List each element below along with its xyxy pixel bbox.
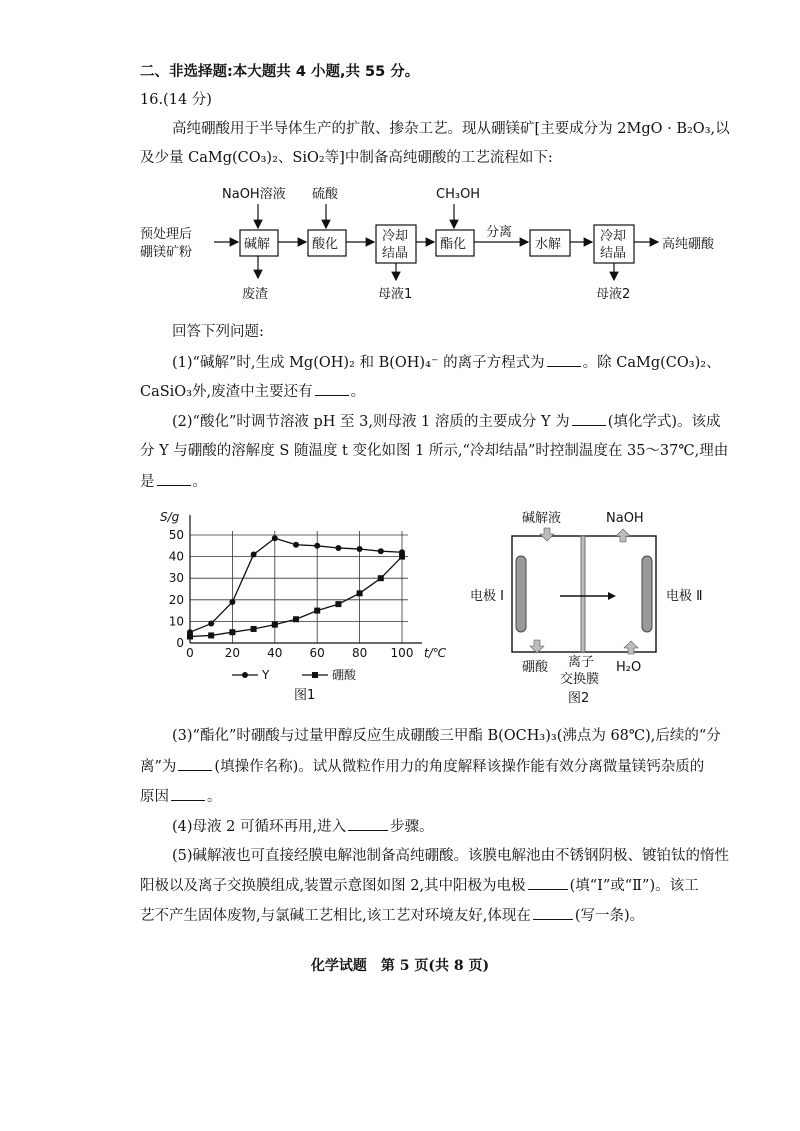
data-point-boric-acid [293, 616, 299, 622]
flow-mother2: 母液2 [596, 287, 631, 302]
fig2-bottom-left-label: 硼酸 [522, 660, 549, 675]
q5-text-b: 阳极以及离子交换膜组成,装置示意图如图 2,其中阳极为电极 [140, 878, 526, 894]
q5-line2 [140, 875, 699, 896]
flow-start-line2: 硼镁矿粉 [140, 245, 193, 260]
data-point-boric-acid [399, 554, 405, 560]
flow-box-hydrolysis: 水解 [535, 237, 562, 252]
fig2-top-left-label: 碱解液 [522, 511, 562, 526]
legend-label-0: Y [262, 668, 270, 682]
q3-text-e: 。 [207, 789, 222, 805]
q3-text-d: 原因 [140, 789, 169, 805]
q3-text-b: 离”为 [140, 759, 177, 775]
flow-start-line1: 预处理后 [140, 227, 193, 242]
q3-answer-blank-1[interactable] [178, 756, 212, 771]
q1-text-c: CaSiO₃外,废渣中主要还有 [140, 384, 313, 400]
legend-marker-square [312, 672, 318, 678]
data-point-boric-acid [229, 629, 235, 635]
data-point-boric-acid [272, 622, 278, 628]
x-tick-label: 80 [351, 646, 368, 660]
fig2-electrode2-label: 电极 Ⅱ [666, 589, 703, 604]
q1-line2 [140, 381, 365, 402]
y-tick-label: 30 [168, 571, 184, 586]
q1-answer-blank-2[interactable] [315, 381, 349, 396]
data-point-Y [208, 621, 214, 627]
y-axis-label: S/g [160, 510, 180, 524]
q5-text-d: 艺不产生固体废物,与氯碱工艺相比,该工艺对环境友好,体现在 [140, 908, 531, 924]
data-point-boric-acid [208, 632, 214, 638]
data-point-Y [335, 545, 341, 551]
x-tick-label: 60 [309, 646, 325, 660]
flow-box-cool2-line1: 冷却 [600, 229, 627, 244]
intro-line-1: 高纯硼酸用于半导体生产的扩散、掺杂工艺。现从硼镁矿[主要成分为 2MgO · B₂O₃,以 [172, 121, 730, 137]
data-point-Y [357, 546, 363, 552]
data-point-boric-acid [335, 601, 341, 607]
page-footer: 化学试题 第 5 页(共 8 页) [310, 958, 490, 974]
q3-text-c: (填操作名称)。试从微粒作用力的角度解释该操作能有效分离微量镁钙杂质的 [214, 759, 705, 775]
data-point-Y [251, 551, 257, 557]
x-axis-label: t/℃ [424, 646, 447, 660]
answer-prompt: 回答下列问题: [172, 324, 264, 340]
fig1-caption: 图1 [294, 688, 316, 703]
fig2-bottom-right-label: H₂O [616, 660, 642, 675]
q1-line1 [172, 352, 721, 373]
q2-line2: 分 Y 与硼酸的溶解度 S 随温度 t 变化如图 1 所示,“冷却结晶”时控制温度在 35～37℃,理由 [140, 443, 729, 459]
flow-waste: 废渣 [242, 287, 269, 302]
q3-answer-blank-2[interactable] [171, 786, 205, 801]
q2-answer-blank-1[interactable] [572, 411, 606, 426]
series-line-1 [190, 557, 402, 637]
q5-text-c: (填“Ⅰ”或“Ⅱ”)。该工 [569, 878, 699, 894]
section-title: 二、非选择题:本大题共 4 小题,共 55 分。 [140, 64, 420, 80]
x-tick-label: 20 [224, 646, 241, 660]
data-point-boric-acid [378, 575, 384, 581]
data-point-Y [378, 548, 384, 554]
y-tick-label: 0 [176, 636, 184, 650]
fig2-membrane-line2: 交换膜 [560, 672, 600, 687]
q5-line3 [140, 905, 644, 926]
q2-line1 [172, 411, 721, 432]
legend-marker-circle [242, 672, 248, 678]
process-flow-diagram [130, 178, 750, 308]
solubility-chart [140, 505, 470, 705]
flow-box-cool2-line2: 结晶 [600, 246, 627, 261]
q2-text-e: 。 [192, 474, 207, 490]
q5-line1: (5)碱解液也可直接经膜电解池制备高纯硼酸。该膜电解池由不锈钢阴极、镀铂钛的惰性 [172, 848, 730, 864]
q2-answer-blank-2[interactable] [157, 471, 191, 486]
flow-reagent-ch3oh: CH₃OH [436, 187, 481, 202]
question-number: 16.(14 分) [140, 92, 212, 108]
data-point-Y [293, 542, 299, 548]
q1-answer-blank-1[interactable] [547, 352, 581, 367]
q5-text-e: (写一条)。 [574, 908, 645, 924]
flow-label-separate: 分离 [486, 225, 513, 240]
flow-reagent-naoh: NaOH溶液 [222, 187, 286, 202]
q1-text-b: 。除 CaMg(CO₃)₂、 [582, 355, 721, 371]
data-point-boric-acid [357, 590, 363, 596]
data-point-Y [229, 599, 235, 605]
q5-answer-blank-1[interactable] [528, 875, 568, 890]
y-tick-label: 10 [168, 614, 184, 629]
y-tick-label: 50 [168, 528, 184, 542]
q3-line1: (3)“酯化”时硼酸与过量甲醇反应生成硼酸三甲酯 B(OCH₃)₃(沸点为 68℃),后续的“分 [172, 728, 721, 744]
data-point-Y [272, 535, 278, 541]
flow-box-acidify: 酸化 [312, 237, 339, 252]
q2-text-b: (填化学式)。该成 [607, 414, 721, 430]
fig2-membrane-line1: 离子 [568, 655, 595, 670]
fig2-top-right-label: NaOH [606, 511, 644, 526]
data-point-boric-acid [187, 634, 193, 640]
q4-text-a: (4)母液 2 可循环再用,进入 [172, 819, 347, 835]
flow-box-cool1-line2: 结晶 [382, 246, 409, 261]
x-tick-label: 0 [186, 646, 194, 660]
q3-line2 [140, 756, 704, 777]
q2-text-a: (2)“酸化”时调节溶液 pH 至 3,则母液 1 溶质的主要成分 Y 为 [172, 414, 570, 430]
data-point-boric-acid [251, 626, 257, 632]
intro-line-2: 及少量 CaMg(CO₃)₂、SiO₂等]中制备高纯硼酸的工艺流程如下: [140, 150, 553, 166]
flow-box-cool1-line1: 冷却 [382, 229, 409, 244]
flow-mother1: 母液1 [378, 287, 413, 302]
legend-label-1: 硼酸 [332, 668, 357, 682]
flow-box-esterify: 酯化 [440, 237, 467, 252]
electrolysis-cell-diagram [460, 508, 720, 708]
data-point-Y [314, 543, 320, 549]
flow-reagent-acid: 硫酸 [312, 187, 339, 202]
flow-product: 高纯硼酸 [662, 237, 715, 252]
q2-line3 [140, 471, 207, 492]
q3-line3 [140, 786, 222, 807]
q5-answer-blank-2[interactable] [533, 905, 573, 920]
data-point-boric-acid [314, 608, 320, 614]
y-tick-label: 20 [168, 592, 184, 607]
flow-box-alkali: 碱解 [244, 237, 271, 252]
q4-text-b: 步骤。 [390, 819, 434, 835]
fig2-electrode1-label: 电极 Ⅰ [470, 589, 504, 604]
x-tick-label: 100 [390, 646, 414, 660]
q4-line1 [172, 816, 434, 837]
q4-answer-blank[interactable] [348, 816, 388, 831]
x-tick-label: 40 [267, 646, 283, 660]
q1-text-d: 。 [350, 384, 366, 400]
q1-text-a: (1)“碱解”时,生成 Mg(OH)₂ 和 B(OH)₄⁻ 的离子方程式为 [172, 355, 545, 371]
fig2-caption: 图2 [568, 691, 590, 706]
q2-text-d: 是 [140, 474, 155, 490]
y-tick-label: 40 [168, 549, 184, 564]
